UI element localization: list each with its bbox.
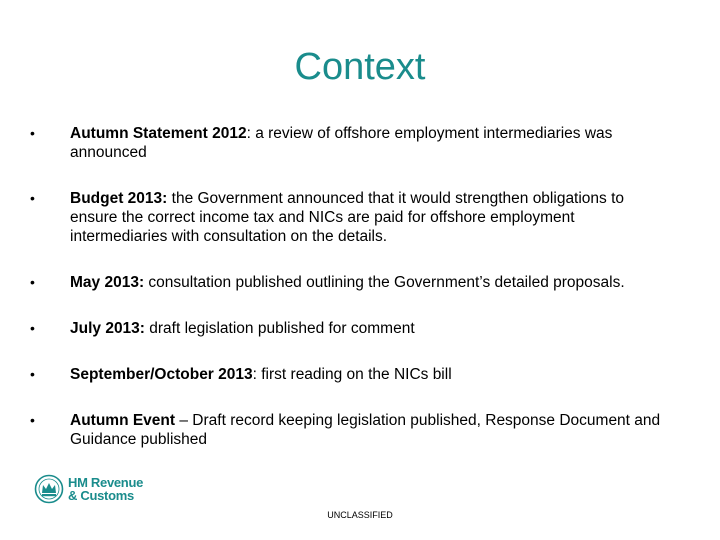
bullet-text: draft legislation published for comment [144, 320, 415, 337]
bullet-icon: • [30, 320, 35, 336]
bullet-text: consultation published outlining the Government’s detailed proposals. [144, 274, 625, 291]
bullet-item-autumn-event [30, 411, 670, 449]
bullet-icon: • [30, 125, 35, 141]
bullet-lead: Autumn Statement 2012 [70, 125, 247, 142]
classification-label: UNCLASSIFIED [327, 510, 393, 520]
hmrc-logo [34, 474, 143, 504]
bullet-lead: July 2013: [70, 320, 145, 337]
bullet-icon: • [30, 190, 35, 206]
bullet-item-budget-2013 [30, 189, 670, 246]
bullet-lead: May 2013: [70, 274, 145, 291]
bullet-item-autumn-2012 [30, 124, 670, 162]
bullet-icon: • [30, 274, 35, 290]
bullet-text: : first reading on the NICs bill [252, 366, 452, 383]
bullet-item-may-2013 [30, 273, 670, 292]
logo-line-1: HM Revenue [68, 475, 144, 490]
logo-text [68, 476, 143, 502]
bullet-icon: • [30, 412, 35, 428]
bullet-lead: September/October 2013 [70, 366, 253, 383]
logo-line-2: & Customs [68, 488, 134, 503]
bullet-text: the Government announced that it would strengthen obligations to ensure the correct income tax and NICs are paid for offshore employment intermediaries with consultation on the details. [70, 190, 625, 245]
bullet-lead: Autumn Event [70, 412, 176, 429]
bullet-item-july-2013 [30, 319, 670, 338]
slide-title: Context [294, 46, 426, 88]
crown-crest-icon [34, 474, 64, 504]
bullet-list [30, 124, 670, 449]
bullet-icon: • [30, 366, 35, 382]
bullet-item-sep-oct-2013 [30, 365, 670, 384]
bullet-text: : a review of offshore employment intermediaries was announced [70, 125, 613, 161]
bullet-lead: Budget 2013: [70, 190, 168, 207]
bullet-text: – Draft record keeping legislation published, Response Document and Guidance published [70, 412, 661, 448]
